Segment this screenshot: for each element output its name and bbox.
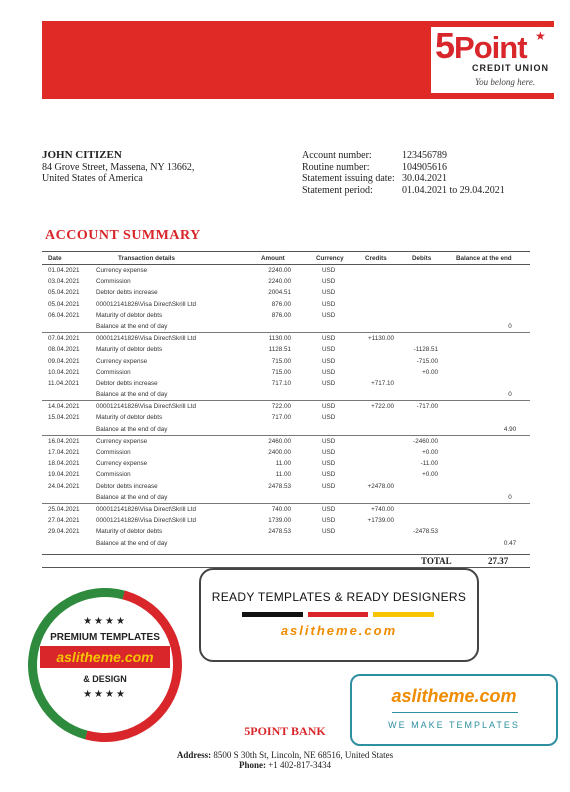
logo-tagline: You belong here. [475,77,536,87]
table-row [42,389,530,401]
cell-date: 17.04.2021 [48,449,80,456]
cell-amount: 876.00 [271,311,291,319]
cell-debits: -717.00 [416,403,438,411]
cell-credits: +2478.00 [367,482,394,490]
cell-details: Currency expense [96,357,148,365]
cell-amount: 2400.00 [268,449,291,456]
cell-currency: USD [322,403,336,411]
footer-phone-label: Phone: [238,760,266,770]
cell-currency: USD [322,528,336,536]
cell-details: Currency expense [96,437,148,445]
ready-templates-watermark [199,568,479,662]
cell-date: 11.04.2021 [48,379,80,387]
watermark-title: READY TEMPLATES & READY DESIGNERS [211,590,467,604]
table-row [42,492,530,504]
table-row [42,310,530,321]
cell-currency: USD [322,300,336,308]
cell-details: Commission [96,449,131,456]
cell-currency: USD [322,471,336,479]
badge-stars-top: ★★★★ [83,616,127,627]
cell-details: Maturity of debtor debts [96,414,163,422]
cell-date: 06.04.2021 [48,311,80,319]
cell-currency: USD [322,335,336,343]
cell-credits: +740.00 [371,505,394,513]
cell-amount: 717.10 [271,379,291,387]
cell-credits: +1130.00 [368,335,394,343]
cell-date: 24.04.2021 [48,482,80,490]
cell-amount: 715.00 [271,357,291,365]
table-row [42,412,530,423]
table-header [42,251,530,265]
cell-details: Commission [96,471,131,479]
header-credits: Credits [365,255,387,262]
customer-address-line1: 84 Grove Street, Massena, NY 13662, [42,161,195,173]
footer-bank-name: 5POINT BANK [244,724,326,738]
cell-date: 05.04.2021 [48,289,80,297]
cell-amount: 715.00 [271,368,291,376]
watermark-brand-2: aslitheme.com [391,686,517,706]
account-number: 123456789 [402,150,447,161]
table-row [42,333,530,344]
cell-amount: 2460.00 [268,437,291,445]
cell-currency: USD [322,311,336,319]
cell-currency: USD [322,368,336,376]
cell-date: 15.04.2021 [48,414,80,422]
routine-number-label: Routine number: [302,161,370,173]
cell-debits: -2478.53 [413,528,438,536]
cell-amount: 722.00 [271,403,291,411]
cell-balance: 0 [508,493,512,501]
cell-date: 16.04.2021 [48,437,80,445]
cell-details: 000012141826\Visa Direct\Skrill Ltd [96,505,196,513]
bar-black [242,612,303,617]
cell-details: Balance at the end of day [96,391,168,399]
cell-debits: -1128.51 [413,346,438,354]
watermark-tagline: WE MAKE TEMPLATES [388,720,520,730]
cell-details: Balance at the end of day [96,322,168,330]
cell-credits: +1739.00 [367,517,394,525]
cell-amount: 717.00 [271,414,291,422]
cell-amount: 11.00 [275,471,291,479]
cell-details: Commission [96,368,131,376]
badge-line2: & DESIGN [83,674,127,684]
cell-details: Balance at the end of day [96,493,168,501]
cell-date: 14.04.2021 [48,403,80,411]
cell-date: 19.04.2021 [48,471,80,479]
cell-credits: +717.10 [371,379,394,387]
cell-currency: USD [322,289,336,297]
issue-date-label: Statement issuing date: [302,173,395,184]
cell-amount: 2240.00 [268,278,291,286]
customer-address-line2: United States of America [42,173,143,184]
cell-balance: 4.90 [503,425,517,433]
cell-debits: -11.00 [420,460,438,468]
total-label: TOTAL [421,556,452,566]
footer-phone [0,760,570,770]
table-row [42,504,530,515]
table-row [42,287,530,298]
cell-currency: USD [322,357,336,365]
cell-debits: +0.00 [422,471,438,479]
cell-currency: USD [322,267,336,274]
cell-details: Maturity of debtor debts [96,528,163,536]
cell-currency: USD [322,449,336,456]
table-row [42,447,530,458]
cell-currency: USD [322,346,336,354]
badge-stars-bottom: ★★★★ [83,689,127,700]
cell-amount: 1130.00 [268,335,291,343]
logo-subtitle: CREDIT UNION [472,63,549,73]
customer-block [42,150,194,185]
cell-details: Commission [96,278,131,286]
cell-currency: USD [322,379,336,387]
cell-currency: USD [322,437,336,445]
footer-address-label: Address: [176,750,212,760]
table-row [42,526,530,537]
cell-details: 000012141826\Visa Direct\Skrill Ltd [96,517,196,525]
cell-date: 27.04.2021 [48,517,80,525]
watermark-color-bars [242,612,434,617]
cell-details: 000012141826\Visa Direct\Skrill Ltd [96,335,196,343]
total-value: 27.37 [488,556,509,566]
header-debits: Debits [412,255,432,262]
header-details: Transaction details [118,255,176,262]
cell-details: Balance at the end of day [96,539,168,547]
cell-amount: 2004.51 [268,289,291,297]
cell-currency: USD [322,505,336,513]
badge-line1: PREMIUM TEMPLATES [50,632,160,643]
cell-amount: 11.00 [275,460,291,468]
cell-debits: -2460.00 [413,437,438,445]
cell-balance: 0.47 [503,539,517,547]
table-row [42,378,530,389]
table-row [42,436,530,447]
header-amount: Amount [261,255,285,262]
bank-logo [431,27,554,93]
table-row [42,367,530,378]
table-row [42,458,530,469]
table-row [42,299,530,310]
cell-currency: USD [322,414,336,422]
wave-divider [392,712,518,717]
cell-debits: +0.00 [422,368,438,376]
cell-currency: USD [322,460,336,468]
cell-date: 01.04.2021 [48,267,80,274]
cell-details: Currency expense [96,460,148,468]
cell-details: Debtor debts increase [96,482,158,490]
cell-date: 05.04.2021 [48,300,80,308]
table-row [42,538,530,549]
cell-details: Maturity of debtor debts [96,346,163,354]
cell-currency: USD [322,482,336,490]
table-row [42,515,530,526]
statement-period-label: Statement period: [302,184,373,196]
table-row [42,344,530,355]
routine-number: 104905616 [402,161,447,173]
statement-period: 01.04.2021 to 29.04.2021 [402,184,505,196]
total-row [42,554,530,568]
table-row [42,424,530,436]
cell-amount: 740.00 [271,505,291,513]
cell-date: 09.04.2021 [48,357,80,365]
issue-date: 30.04.2021 [402,173,447,184]
cell-debits: -715.00 [416,357,438,365]
bar-red [308,612,369,617]
cell-currency: USD [322,517,336,525]
badge-brand-banner [40,646,170,668]
cell-amount: 1128.51 [268,346,291,354]
table-body [42,265,530,549]
cell-currency: USD [322,278,336,286]
footer-address [0,750,570,760]
transactions-table [42,251,530,549]
cell-details: 000012141826\Visa Direct\Skrill Ltd [96,403,196,411]
cell-date: 03.04.2021 [48,278,80,286]
table-row [42,265,530,276]
account-summary-title: ACCOUNT SUMMARY [45,228,201,243]
cell-details: Debtor debts increase [96,379,158,387]
cell-date: 29.04.2021 [48,528,80,536]
cell-amount: 876.00 [271,300,291,308]
cell-balance: 0 [508,322,512,330]
cell-amount: 2240.00 [268,267,291,274]
cell-date: 18.04.2021 [48,460,80,468]
cell-amount: 2478.53 [268,528,291,536]
customer-name: JOHN CITIZEN [42,149,122,161]
header-date: Date [48,255,62,262]
header-currency: Currency [316,255,344,262]
cell-date: 25.04.2021 [48,505,80,513]
cell-details: Maturity of debtor debts [96,311,163,319]
cell-details: Debtor debts increase [96,289,158,297]
table-row [42,356,530,367]
table-row [42,276,530,287]
footer-phone-value: +1 402-817-3434 [268,760,332,770]
table-row [42,469,530,480]
cell-credits: +722.00 [371,403,394,411]
cell-date: 08.04.2021 [48,346,80,354]
cell-amount: 1739.00 [268,517,291,525]
cell-date: 07.04.2021 [48,335,80,343]
cell-date: 10.04.2021 [48,368,80,376]
cell-details: Balance at the end of day [96,425,168,433]
table-row [42,481,530,492]
table-row [42,401,530,412]
logo-wordmark: 5Point [435,25,527,66]
cell-details: Currency expense [96,267,148,274]
badge-brand: aslitheme.com [56,649,154,665]
footer-address-value: 8500 S 30th St, Lincoln, NE 68516, United States [213,750,394,760]
account-number-label: Account number: [302,150,372,161]
premium-templates-badge [28,588,182,742]
cell-details: 000012141826\Visa Direct\Skrill Ltd [96,300,196,308]
cell-amount: 2478.53 [268,482,291,490]
cell-debits: +0.00 [422,449,438,456]
cell-balance: 0 [508,391,512,399]
star-icon: ★ [535,29,546,43]
header-balance: Balance at the end [456,255,512,262]
table-row [42,321,530,333]
bar-yellow [373,612,434,617]
watermark-brand: aslitheme.com [280,623,398,638]
